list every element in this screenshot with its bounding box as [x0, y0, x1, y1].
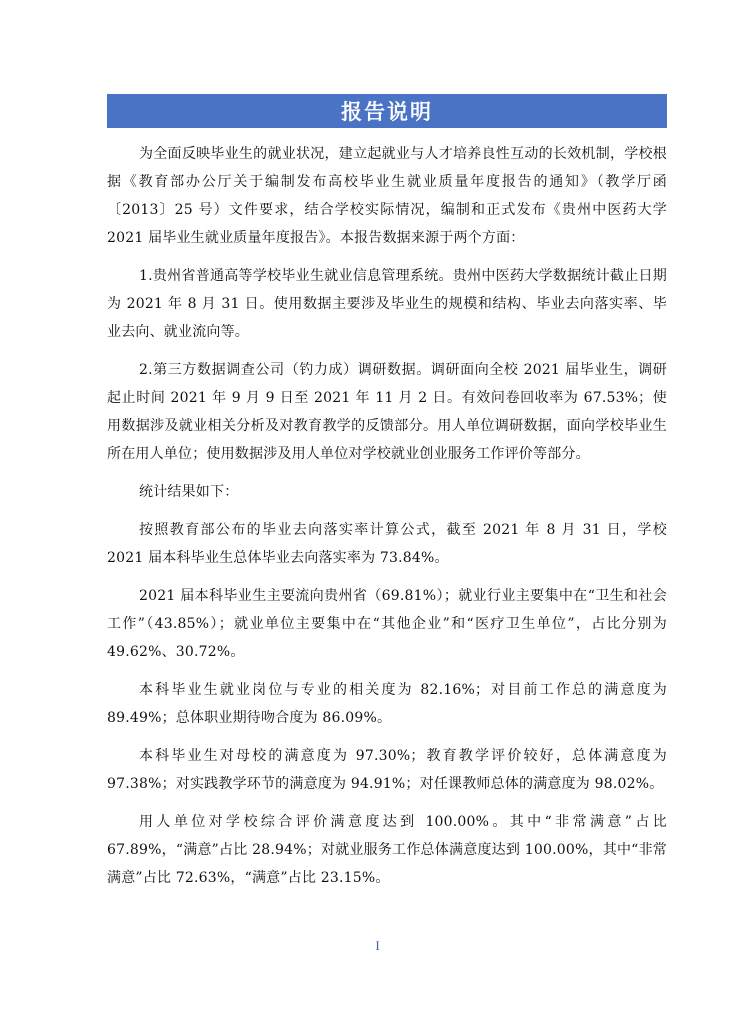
employment-flow-paragraph: 2021 届本科毕业生主要流向贵州省（69.81%）；就业行业主要集中在“卫生和社会工作”（43.85%）；就业单位主要集中在“其他企业”和“医疗卫生单位”，占比分别为 49.62%、30.72%。: [107, 588, 667, 660]
page-title: 报告说明: [341, 100, 433, 124]
placement-rate-paragraph: 按照教育部公布的毕业去向落实率计算公式，截至 2021 年 8 月 31 日，学校 2021 届本科毕业生总体毕业去向落实率为 73.84%。: [107, 522, 667, 566]
intro-paragraph: 为全面反映毕业生的就业状况，建立起就业与人才培养良性互动的长效机制，学校根据《教育部办公厅关于编制发布高校毕业生就业质量年度报告的通知》（教学厅函〔2013〕25 号）文件要求，结合学校实际情况，编制和正式发布《贵州中医药大学 2021 届毕业生就业质量年度报告》。本报告数据来源于两个方面：: [107, 146, 667, 246]
data-source-2-paragraph: 2.第三方数据调查公司（钓力成）调研数据。调研面向全校 2021 届毕业生，调研起止时间 2021 年 9 月 9 日至 2021 年 11 月 2 日。有效问卷回收率为 67.53%；使用数据涉及就业相关分析及对教育教学的反馈部分。用人单位调研数据，面向学校毕业生所在用人单位；使用数据涉及用人单位对学校就业创业服务工作评价等部分。: [107, 362, 667, 462]
report-body: [107, 140, 667, 902]
data-source-1-paragraph: 1.贵州省普通高等学校毕业生就业信息管理系统。贵州中医药大学数据统计截止日期为 2021 年 8 月 31 日。使用数据主要涉及毕业生的规模和结构、毕业去向落实率、毕业去向、就业流向等。: [107, 268, 667, 340]
job-relevance-paragraph: 本科毕业生就业岗位与专业的相关度为 82.16%；对目前工作总的满意度为 89.49%；总体职业期待吻合度为 86.09%。: [107, 682, 667, 726]
page-number: I: [375, 938, 380, 953]
title-banner: [107, 94, 667, 128]
alma-mater-satisfaction-paragraph: 本科毕业生对母校的满意度为 97.30%；教育教学评价较好，总体满意度为 97.38%；对实践教学环节的满意度为 94.91%；对任课教师总体的满意度为 98.02%。: [107, 748, 667, 792]
employer-satisfaction-paragraph: 用人单位对学校综合评价满意度达到 100.00%。其中“非常满意”占比 67.89%，“满意”占比 28.94%；对就业服务工作总体满意度达到 100.00%，其中“非常满意”占比 72.63%，“满意”占比 23.15%。: [107, 814, 667, 886]
results-heading-paragraph: 统计结果如下：: [139, 484, 239, 500]
